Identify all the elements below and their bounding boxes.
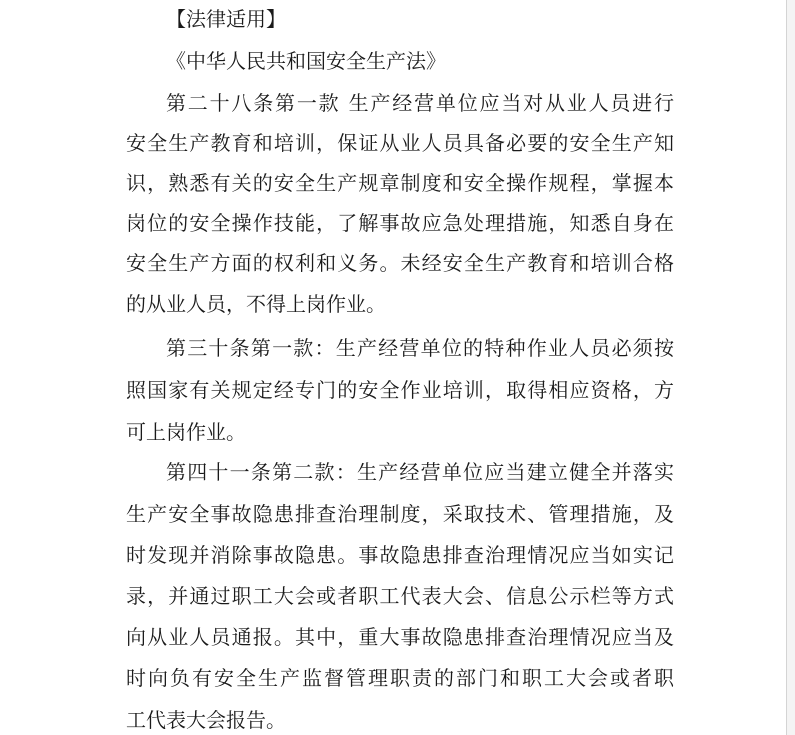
law-title: 《中华人民共和国安全生产法》 [166, 49, 446, 73]
section-heading: 【法律适用】 [166, 7, 286, 31]
paragraph-line: 的从业人员，不得上岗作业。 [126, 292, 386, 316]
paragraph-line: 时发现并消除事故隐患。事故隐患排查治理情况应当如实记 [126, 543, 674, 567]
paragraph-line: 时向负有安全生产监督管理职责的部门和职工大会或者职 [126, 666, 674, 690]
paragraph-line: 第二十八条第一款 生产经营单位应当对从业人员进行 [166, 91, 674, 115]
paragraph-line: 录，并通过职工大会或者职工代表大会、信息公示栏等方式 [126, 584, 674, 608]
paragraph-line: 安全生产方面的权利和义务。未经安全生产教育和培训合格 [126, 251, 674, 275]
paragraph-line: 岗位的安全操作技能，了解事故应急处理措施，知悉自身在 [126, 211, 674, 235]
paragraph-line: 生产安全事故隐患排查治理制度，采取技术、管理措施，及 [126, 502, 674, 526]
paragraph-line: 向从业人员通报。其中，重大事故隐患排查治理情况应当及 [126, 625, 674, 649]
paragraph-line: 第三十条第一款：生产经营单位的特种作业人员必须按 [166, 336, 674, 360]
paragraph-line: 工代表大会报告。 [126, 708, 286, 732]
paragraph-line: 照国家有关规定经专门的安全作业培训，取得相应资格，方 [126, 378, 674, 402]
paragraph-line: 可上岗作业。 [126, 420, 246, 444]
paragraph-line: 安全生产教育和培训，保证从业人员具备必要的安全生产知 [126, 131, 674, 155]
paragraph-line: 识，熟悉有关的安全生产规章制度和安全操作规程，掌握本 [126, 171, 674, 195]
paragraph-line: 第四十一条第二款：生产经营单位应当建立健全并落实 [166, 460, 674, 484]
page-shadow [787, 0, 795, 735]
